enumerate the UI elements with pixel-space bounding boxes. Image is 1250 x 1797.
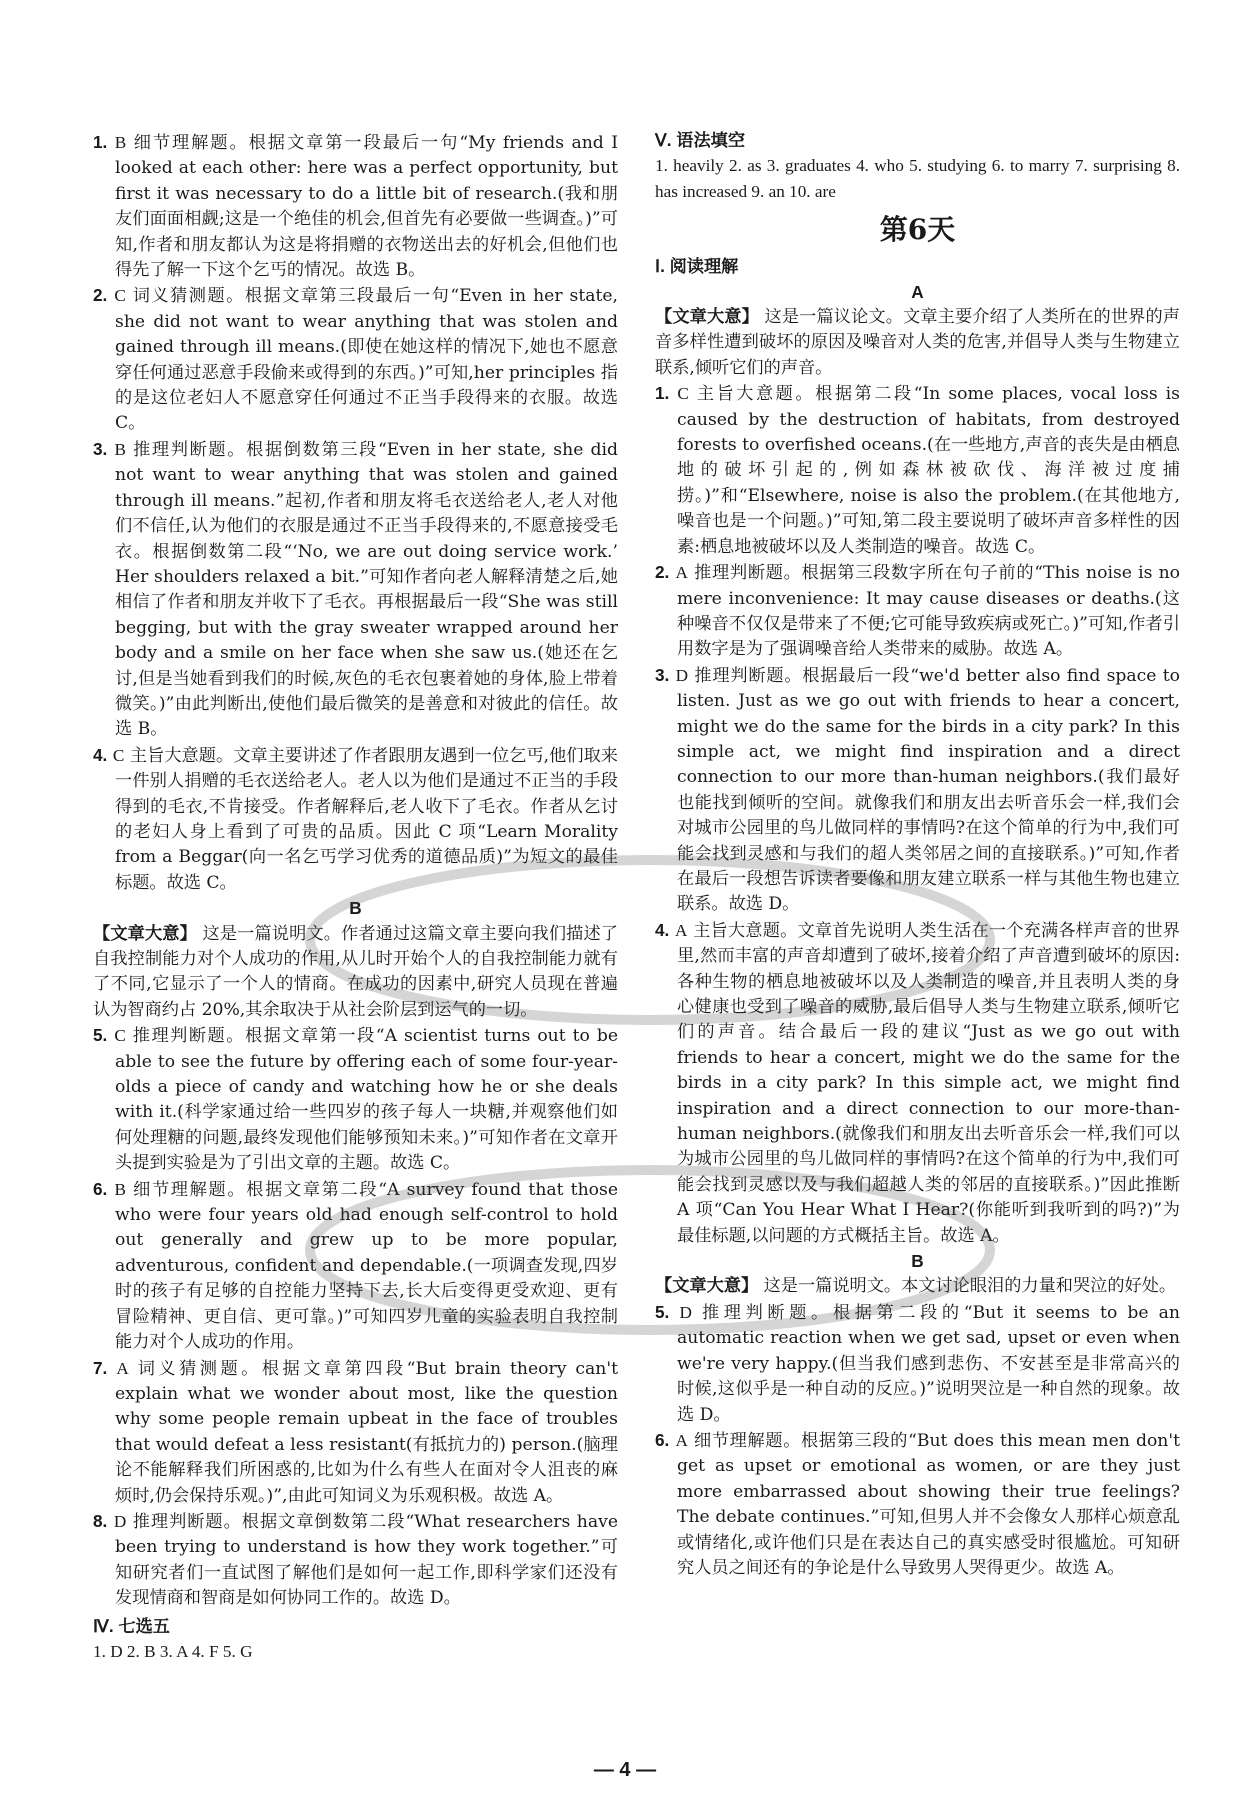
answer-key-line: 1. D 2. B 3. A 4. F 5. G (93, 1641, 253, 1661)
answer-item: 5. C 推理判断题。根据文章第一段“A scientist turns out to be able to see the future by offering each of some four-year-olds a piece of candy and watching how he or she deals with it.(科学家通过给一些四岁的孩子每人一块糖,并观察他们如何处理糖的问题,最终发现他们能够预知未来。)”可知作者在文章开头提到实验是为了引出文章的主题。故选 C。 (93, 1025, 619, 1174)
section-letter: B (349, 898, 362, 919)
answer-item: 4. C 主旨大意题。文章主要讲述了作者跟朋友遇到一位乞丐,他们取来一件别人捐赠的毛衣送给老人。老人以为他们是通过不正当的手段得到的毛衣,不肯接受。作者解释后,老人收下了毛衣。作者从乞讨的老妇人身上看到了可贵的品质。因此 C 项“Learn Morality from a Beggar(向一名乞丐学习优秀的道德品质)”为短文的最佳标题。故选 C。 (93, 744, 618, 893)
day-title: 第6天 (879, 213, 956, 247)
answer-item: 2. A 推理判断题。根据第三段数字所在句子前的“This noise is no mere inconvenience: It may cause diseases or deaths.(这种噪音不仅仅是带来了不便;它可能导致疾病或死亡。)”可知,作者引用数字是为了强调噪音给人类带来的威胁。故选 A。 (655, 562, 1181, 660)
section-letter: B (911, 1251, 924, 1272)
left-column (93, 130, 618, 1664)
answer-key-line: 1. heavily 2. as 3. graduates 4. who 5. studying 6. to marry 7. surprising 8. has increased 9. an 10. are (655, 156, 1180, 201)
section-heading: Ⅴ. 语法填空 (655, 130, 746, 150)
answer-item: 3. B 推理判断题。根据倒数第三段“Even in her state, she did not want to wear anything that was stolen and gained through ill means.”起初,作者和朋友将毛衣送给老人,老人对他们不信任,认为他们的衣服是通过不正当手段得来的,不愿意接受毛衣。根据倒数第二段“‘No, we are out doing service work.’ Her shoulders relaxed a bit.”可知作者向老人解释清楚之后,她相信了作者和朋友并收下了毛衣。再根据最后一段“She was still begging, but with the gray sweater wrapped around her body and a smile on her face when she saw us.(她还在乞讨,但是当她看到我们的时候,灰色的毛衣包裹着她的身体,脸上带着微笑。)”由此判断出,使他们最后微笑的是善意和对彼此的信任。故选 B。 (93, 438, 618, 740)
answer-item: 7. A 词义猜测题。根据文章第四段“But brain theory can't explain what we wonder about most, like the question why some people remain upbeat in the face of troubles that would defeat a less resistant(有抵抗力的) person.(脑理论不能解释我们所困惑的,比如为什么有些人在面对令人沮丧的麻烦时,仍会保持乐观。)”,由此可知词义为乐观积极。故选 A。 (93, 1357, 618, 1506)
answer-item: 5. D 推理判断题。根据第二段的“But it seems to be an automatic reaction when we get sad, upset or even when we're very happy.(但当我们感到悲伤、不安甚至是非常高兴的时候,这似乎是一种自动的反应。)”说明哭泣是一种自然的现象。故选 D。 (655, 1301, 1180, 1425)
answer-item: 6. A 细节理解题。根据第三段的“But does this mean men don't get as upset or emotional as women, or are they just more embarrassed about showing their true feelings? The debate continues.”可知,但男人并不会像女人那样心烦意乱或情绪化,或许他们只是在表达自己的真实感受时很尴尬。可知研究人员之间还有的争论是什么导致男人哭得更少。故选 A。 (655, 1429, 1181, 1578)
answer-item: 3. D 推理判断题。根据最后一段“we'd better also find space to listen. Just as we go out with friends to hear a concert, might we do the same for the birds in a city park? In this simple act, we might find inspiration and a direct connection to our more than-human neighbors.(我们最好也能找到倾听的空间。就像我们和朋友出去听音乐会一样,我们会对城市公园里的鸟儿做同样的事情吗?在这个简单的行为中,我们可能会找到灵感和与我们的超人类邻居之间的直接联系。)”可知,作者在最后一段想告诉读者要像和朋友建立联系一样与其他生物也建立联系。故选 D。 (655, 664, 1180, 915)
answer-item: 1. B 细节理解题。根据文章第一段最后一句“My friends and I looked at each other: here was a perfect opportunity, but first it was necessary to do a little bit of research.(我和朋友们面面相觑;这是一个绝佳的机会,但首先有必要做一些调查。)”可知,作者和朋友都认为这是将捐赠的衣物送出去的好机会,但他们也得先了解一下这个乞丐的情况。故选 B。 (93, 132, 618, 281)
page-number: — 4 — (593, 1759, 657, 1781)
section-letter: A (911, 281, 924, 302)
article-summary: 【文章大意】 这是一篇议论文。文章主要介绍了人类所在的世界的声音多样性遭到破坏的原因及噪音对人类的危害,并倡导人类与生物建立联系,倾听它们的声音。 (655, 307, 1180, 378)
answer-item: 8. D 推理判断题。根据文章倒数第二段“What researchers have been trying to understand is how they work together.”可知研究者们一直试图了解他们是如何一起工作,即科学家们还没有发现情商和智商是如何协同工作的。故选 D。 (93, 1510, 618, 1609)
answer-item: 1. C 主旨大意题。根据第二段“In some places, vocal loss is caused by the destruction of habitats, from destroyed forests to overfished oceans.(在一些地方,声音的丧失是由栖息地的破坏引起的,例如森林被砍伐、海洋被过度捕捞。)”和“Elsewhere, noise is also the problem.(在其他地方,噪音也是一个问题。)”可知,第二段主要说明了破坏声音多样性的因素:栖息地被破坏以及人类制造的噪音。故选 C。 (655, 383, 1180, 557)
answer-item: 6. B 细节理解题。根据文章第二段“A survey found that those who were four years old had enough self-control to hold out generally and grew up to be more popular, adventurous, confident and dependable.(一项调查发现,四岁时的孩子有足够的自控能力坚持下去,长大后变得更受欢迎、更有冒险精神、更自信、更可靠。)”可知四岁儿童的实验表明自我控制能力对个人成功的作用。 (93, 1178, 618, 1353)
article-summary: 【文章大意】 这是一篇说明文。本文讨论眼泪的力量和哭泣的好处。 (655, 1276, 1177, 1297)
answer-item: 4. A 主旨大意题。文章首先说明人类生活在一个充满各样声音的世界里,然而丰富的声音却遭到了破坏,接着介绍了声音遭到破坏的原因:各种生物的栖息地被破坏以及人类制造的噪音,并且表明人类的身心健康也受到了噪音的威胁,最后倡导人类与生物建立联系,倾听它们的声音。结合最后一段的建议“Just as we go out with friends to hear a concert, might we do the same for the birds in a city park? In this simple act, we might find inspiration and a direct connection to our more-than-human neighbors.(就像我们和朋友出去听音乐会一样,我们可以为城市公园里的鸟儿做同样的事情吗?在这个简单的行为中,我们可能会找到灵感以及与我们超越人类的邻居的直接联系。)”因此推断 A 项“Can You Hear What I Hear?(你能听到我听到的吗?)”为最佳标题,以问题的方式概括主旨。故选 A。 (655, 919, 1180, 1246)
article-summary: 【文章大意】 这是一篇说明文。作者通过这篇文章主要向我们描述了自我控制能力对个人成功的作用,从儿时开始个人的自我控制能力就有了不同,它显示了一个人的情商。在成功的因素中,研究人员现在普遍认为智商约占 20%,其余取决于从社会阶层到运气的一切。 (93, 923, 618, 1020)
right-column (655, 128, 1180, 1581)
answer-item: 2. C 词义猜测题。根据文章第三段最后一句“Even in her state, she did not want to wear anything that was stolen and gained through ill means.(即使在她这样的情况下,她也不愿意穿任何通过恶意手段偷来或得到的东西。)”可知,her principles 指的是这位老妇人不愿意穿任何通过不正当手段得来的衣服。故选 C。 (93, 285, 619, 434)
section-heading: Ⅳ. 七选五 (93, 1615, 170, 1636)
section-heading: Ⅰ. 阅读理解 (655, 256, 739, 277)
